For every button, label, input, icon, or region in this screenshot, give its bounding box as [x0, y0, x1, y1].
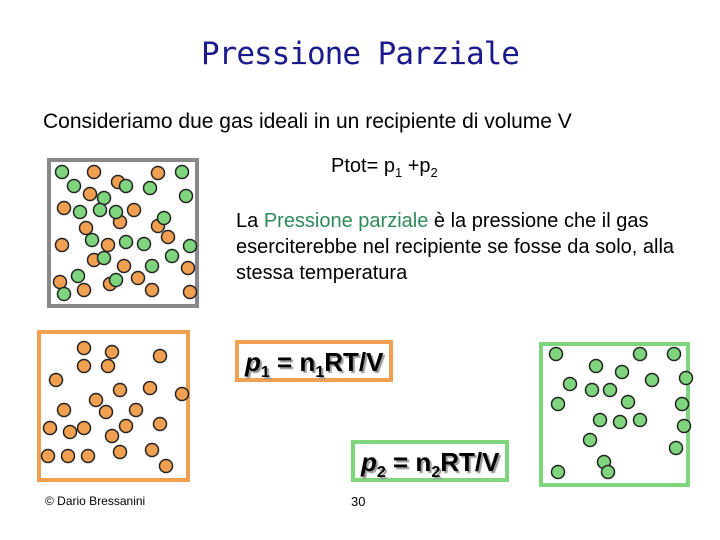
gas2-molecule	[634, 414, 647, 427]
definition-suffix: è la pressione che il gas eserciterebbe nel recipiente se fosse da solo, alla stessa temperatura	[236, 210, 675, 284]
gas1-molecule	[146, 444, 159, 457]
gas2-molecule	[158, 212, 171, 225]
formula1-p: p	[245, 347, 261, 377]
gas2-molecule	[86, 234, 99, 247]
gas2-molecule	[594, 414, 607, 427]
gas1-molecule	[58, 202, 71, 215]
gas2-molecule	[72, 270, 85, 283]
gas1-molecule	[154, 350, 167, 363]
gas2-molecule	[176, 166, 189, 179]
gas1-molecule	[78, 284, 91, 297]
gas1-molecule	[78, 422, 91, 435]
gas1-molecule	[50, 374, 63, 387]
gas1-molecule	[154, 418, 167, 431]
gas1-molecule	[120, 420, 133, 433]
gas1-molecule	[118, 260, 131, 273]
gas2-molecule	[614, 416, 627, 429]
gas2-molecule	[184, 240, 197, 253]
gas1-molecule	[176, 388, 189, 401]
gas1-molecule	[132, 272, 145, 285]
gas2-molecule	[604, 384, 617, 397]
ptot-sub2: 2	[430, 165, 438, 180]
copyright-footer: © Dario Bressanini	[45, 494, 146, 508]
gas2-molecule	[552, 466, 565, 479]
gas2-molecule	[550, 348, 563, 361]
gas2-molecule	[680, 372, 693, 385]
gas1-molecule	[100, 406, 113, 419]
gas2-molecule	[564, 378, 577, 391]
gas1-molecule	[162, 231, 175, 244]
gas2-molecule	[120, 236, 133, 249]
gas1-molecule	[78, 342, 91, 355]
gas1-molecule	[106, 346, 119, 359]
gas2-molecule	[622, 396, 635, 409]
formula2-nsub: 2	[431, 464, 441, 482]
gas2-molecule	[166, 250, 179, 263]
page-number: 30	[351, 494, 366, 509]
gas1-molecule	[54, 276, 67, 289]
formula1-rest: RT/V	[324, 347, 384, 377]
definition-highlight: Pressione parziale	[263, 210, 429, 232]
gas2-molecule	[584, 434, 597, 447]
gas2-molecule	[678, 420, 691, 433]
ptot-sub1: 1	[394, 165, 403, 180]
ptot-mid: +p	[402, 155, 431, 177]
formula1-nsub: 1	[315, 364, 325, 382]
gas1-molecule	[182, 262, 195, 275]
gas1-molecule	[106, 430, 119, 443]
gas1-molecule	[56, 239, 69, 252]
gas2-molecule	[602, 466, 615, 479]
gas1-molecule	[62, 450, 75, 463]
gas2-molecule	[590, 360, 603, 373]
gas1-molecule	[64, 426, 77, 439]
gas2-molecule	[120, 180, 133, 193]
page-title: Pressione Parziale	[201, 36, 519, 72]
gas2-molecule	[110, 274, 123, 287]
gas1-molecule	[80, 222, 93, 235]
gas1-molecule	[102, 360, 115, 373]
gas2-molecule	[56, 166, 69, 179]
gas2-molecule	[634, 348, 647, 361]
gas2-molecule	[74, 206, 87, 219]
gas1-molecule	[58, 404, 71, 417]
gas1-molecule	[44, 422, 57, 435]
gas1-molecule	[184, 286, 197, 299]
gas2-molecule	[616, 366, 629, 379]
definition-prefix: La	[236, 210, 264, 232]
gas2-molecule	[646, 374, 659, 387]
gas2-molecule	[98, 192, 111, 205]
gas2-molecule	[586, 384, 599, 397]
intro-text: Consideriamo due gas ideali in un recipiente di volume V	[43, 110, 572, 133]
gas2-molecule	[668, 348, 681, 361]
gas1-molecule	[130, 404, 143, 417]
gas2-molecule	[110, 206, 123, 219]
gas1-molecule	[146, 284, 159, 297]
gas2-molecule	[670, 442, 683, 455]
gas2-molecule	[676, 398, 689, 411]
gas2-molecule	[94, 204, 107, 217]
gas2-molecule	[98, 252, 111, 265]
gas1-molecule	[128, 204, 141, 217]
formula1-eq: = n	[269, 347, 316, 377]
gas2-molecule	[138, 238, 151, 251]
formula2-p: p	[361, 447, 377, 477]
gas1-molecule	[144, 382, 157, 395]
gas2-molecule	[144, 182, 157, 195]
gas2-molecule	[58, 288, 71, 301]
gas1-molecule	[42, 450, 55, 463]
gas1-molecule	[102, 239, 115, 252]
formula2-rest: RT/V	[440, 447, 500, 477]
gas1-molecule	[160, 460, 173, 473]
gas2-molecule	[68, 180, 81, 193]
gas1-molecule	[114, 446, 127, 459]
formula1-sub: 1	[260, 364, 270, 382]
gas1-molecule	[114, 384, 127, 397]
formula2-eq: = n	[385, 447, 432, 477]
formula2-sub: 2	[376, 464, 386, 482]
gas2-molecule	[552, 398, 565, 411]
ptot-text: Ptot= p	[331, 155, 395, 177]
gas2-molecule	[146, 260, 159, 273]
gas1-molecule	[88, 166, 101, 179]
gas1-molecule	[152, 167, 165, 180]
gas2-molecule	[180, 190, 193, 203]
gas1-molecule	[90, 394, 103, 407]
gas1-molecule	[82, 450, 95, 463]
gas1-molecule	[84, 188, 97, 201]
gas1-molecule	[78, 360, 91, 373]
